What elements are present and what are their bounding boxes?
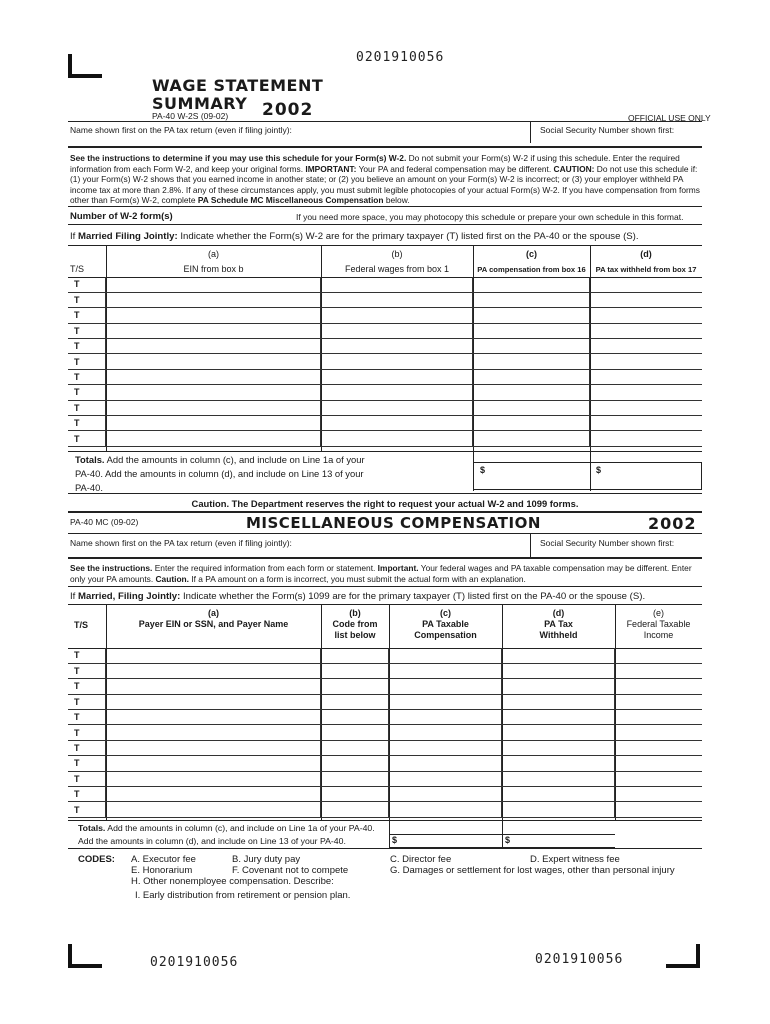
w2-col-b-header: Federal wages from box 1: [344, 264, 450, 274]
mc-entry-cell[interactable]: [615, 802, 702, 817]
mc-row: [68, 694, 702, 709]
w2-entry-cell[interactable]: [320, 308, 472, 323]
w2-entry-cell[interactable]: [105, 431, 320, 446]
w2-entry-cell[interactable]: [320, 292, 472, 307]
mc-row: [68, 648, 702, 663]
mc-row: [68, 725, 702, 740]
w2-totals-instruction: Totals. Add the amounts in column (c), and include on Line 1a of your PA-40. Add the amounts in column (d), and include on Line 13 of your PA-40.: [75, 454, 365, 493]
mc-entry-cell[interactable]: [105, 787, 320, 802]
w2-row: [68, 354, 702, 369]
mc-row: [68, 802, 702, 817]
w2-entry-cell[interactable]: [473, 308, 590, 323]
code-f: F. Covenant not to compete: [232, 865, 349, 876]
w2-entry-cell[interactable]: [590, 339, 702, 354]
w2-entry-cell[interactable]: [320, 400, 472, 415]
code-d: D. Expert witness fee: [530, 854, 620, 865]
w2-entry-cell[interactable]: [590, 277, 702, 292]
w2-entry-cell[interactable]: [105, 400, 320, 415]
w2-taxpayer-marker[interactable]: T: [68, 431, 105, 446]
w2-total-pa-compensation-field[interactable]: [473, 462, 590, 490]
mc-entry-cell[interactable]: [502, 771, 615, 786]
mc-instructions: See the instructions. Enter the required information from each form or statement. Important. Your federal wages and PA taxable compensation may be different. Enter only your PA amounts. Caution. If a PA amount on a form is incorrect, you must submit the actual form with an explanation.: [70, 563, 692, 584]
w2-taxpayer-marker[interactable]: T: [68, 339, 105, 354]
w2-entry-cell[interactable]: [473, 385, 590, 400]
w2-entry-cell[interactable]: [473, 292, 590, 307]
mc-entry-cell[interactable]: [105, 802, 320, 817]
w2s-name-label: Name shown first on the PA tax return (even if filing jointly):: [70, 125, 292, 135]
w2-entry-cell[interactable]: [590, 323, 702, 338]
code-b: B. Jury duty pay: [232, 854, 301, 865]
mc-col-c-header: (c) PA Taxable Compensation: [414, 608, 477, 640]
w2-entry-cell[interactable]: [320, 323, 472, 338]
w2-entry-cell[interactable]: [590, 400, 702, 415]
w2s-ssn-field[interactable]: [540, 134, 700, 146]
w2-entry-cell[interactable]: [105, 323, 320, 338]
mc-entry-cell[interactable]: [502, 802, 615, 817]
mc-entry-table: [68, 648, 702, 818]
mc-total-pa-taxable-field[interactable]: [389, 834, 502, 848]
mc-taxpayer-marker[interactable]: T: [68, 802, 105, 817]
w2-row: [68, 385, 702, 400]
w2-total-pa-tax-withheld-field[interactable]: [590, 462, 702, 490]
mc-entry-cell[interactable]: [502, 740, 615, 755]
mc-taxpayer-marker[interactable]: T: [68, 756, 105, 771]
form-barcode-bottom-left: 0201910056: [150, 955, 239, 970]
mc-row: [68, 787, 702, 802]
mc-entry-cell[interactable]: [105, 740, 320, 755]
w2-entry-cell[interactable]: [105, 385, 320, 400]
w2-entry-cell[interactable]: [473, 416, 590, 431]
w2-entry-cell[interactable]: [105, 416, 320, 431]
mc-entry-cell[interactable]: [502, 679, 615, 694]
w2-entry-cell[interactable]: [105, 308, 320, 323]
w2-entry-cell[interactable]: [473, 400, 590, 415]
w2-count-field[interactable]: [184, 208, 284, 222]
mc-entry-cell[interactable]: [502, 725, 615, 740]
w2s-mfj-instruction: If Married Filing Jointly: Indicate whether the Form(s) W-2 are for the primary taxpayer (T) listed first on the PA-40 or the spouse (S).: [70, 231, 639, 242]
code-i: I. Early distribution from retirement or pension plan.: [135, 890, 351, 901]
w2-row: [68, 400, 702, 415]
mc-entry-cell[interactable]: [320, 787, 388, 802]
mc-form-id: PA-40 MC (09-02): [70, 517, 139, 527]
w2-entry-cell[interactable]: [590, 416, 702, 431]
mc-entry-cell[interactable]: [320, 802, 388, 817]
mc-taxpayer-marker[interactable]: T: [68, 787, 105, 802]
mc-entry-cell[interactable]: [388, 648, 501, 663]
mc-entry-cell[interactable]: [320, 756, 388, 771]
w2-row: [68, 339, 702, 354]
mc-entry-cell[interactable]: [320, 648, 388, 663]
mc-entry-cell[interactable]: [320, 663, 388, 678]
code-e: E. Honorarium: [131, 865, 193, 876]
mc-col-e-header: (e) Federal Taxable Income: [626, 608, 691, 640]
code-a: A. Executor fee: [131, 854, 196, 865]
w2-col-ts-header: T/S: [70, 264, 85, 274]
w2-entry-cell[interactable]: [320, 385, 472, 400]
mc-taxpayer-marker[interactable]: T: [68, 648, 105, 663]
mc-name-field[interactable]: [72, 546, 522, 557]
w2-row: [68, 431, 702, 446]
code-g: G. Damages or settlement for lost wages, other than personal injury: [390, 865, 675, 876]
mc-entry-cell[interactable]: [502, 694, 615, 709]
mc-entry-cell[interactable]: [388, 802, 501, 817]
mc-entry-cell[interactable]: [615, 725, 702, 740]
w2-entry-cell[interactable]: [320, 431, 472, 446]
photocopy-note: If you need more space, you may photocopy this schedule or prepare your own schedule in this format.: [296, 212, 684, 222]
mc-tax-year: 2002: [648, 514, 697, 533]
w2-row: [68, 369, 702, 384]
w2s-tax-year: 2002: [262, 100, 314, 120]
w2-entry-cell[interactable]: [105, 277, 320, 292]
mc-entry-cell[interactable]: [388, 679, 501, 694]
mc-entry-cell[interactable]: [388, 725, 501, 740]
w2s-ssn-label: Social Security Number shown first:: [540, 125, 675, 135]
mc-entry-cell[interactable]: [105, 679, 320, 694]
mc-row: [68, 663, 702, 678]
codes-label: CODES:: [78, 854, 115, 865]
w2-col-a-header: EIN from box b: [183, 264, 244, 274]
w2-entry-table: [68, 277, 702, 447]
w2-taxpayer-marker[interactable]: T: [68, 308, 105, 323]
mc-row: [68, 771, 702, 786]
w2-taxpayer-marker[interactable]: T: [68, 400, 105, 415]
w2-entry-cell[interactable]: [473, 323, 590, 338]
mc-entry-cell[interactable]: [502, 663, 615, 678]
w2s-name-field[interactable]: [72, 134, 522, 146]
mc-entry-cell[interactable]: [388, 710, 501, 725]
mc-row: [68, 710, 702, 725]
w2-entry-cell[interactable]: [320, 416, 472, 431]
mc-ssn-label: Social Security Number shown first:: [540, 538, 675, 548]
w2s-form-id: PA-40 W-2S (09-02): [152, 111, 229, 121]
w2-col-c-header: PA compensation from box 16: [477, 265, 586, 274]
mc-taxpayer-marker[interactable]: T: [68, 679, 105, 694]
mc-entry-cell[interactable]: [105, 710, 320, 725]
mc-entry-cell[interactable]: [105, 756, 320, 771]
mc-entry-cell[interactable]: [388, 740, 501, 755]
mc-entry-cell[interactable]: [502, 787, 615, 802]
mc-taxpayer-marker[interactable]: T: [68, 725, 105, 740]
mc-entry-cell[interactable]: [615, 694, 702, 709]
w2-entry-cell[interactable]: [105, 292, 320, 307]
registration-mark-bottom-right: [666, 944, 700, 968]
mc-row: [68, 740, 702, 755]
w2-entry-cell[interactable]: [590, 354, 702, 369]
mc-entry-cell[interactable]: [320, 694, 388, 709]
w2-entry-cell[interactable]: [473, 431, 590, 446]
mc-name-label: Name shown first on the PA tax return (even if filing jointly):: [70, 538, 292, 548]
mc-entry-cell[interactable]: [388, 756, 501, 771]
w2-taxpayer-marker[interactable]: T: [68, 385, 105, 400]
registration-mark-bottom-left: [68, 944, 102, 968]
mc-entry-cell[interactable]: [615, 787, 702, 802]
mc-taxpayer-marker[interactable]: T: [68, 740, 105, 755]
mc-entry-cell[interactable]: [615, 740, 702, 755]
w2-row: [68, 308, 702, 323]
w2-entry-cell[interactable]: [590, 385, 702, 400]
w2-col-d-letter: (d): [640, 249, 652, 259]
mc-entry-cell[interactable]: [502, 710, 615, 725]
mc-entry-cell[interactable]: [615, 710, 702, 725]
form-barcode-top: 0201910056: [356, 50, 445, 65]
mc-entry-cell[interactable]: [388, 787, 501, 802]
code-c: C. Director fee: [390, 854, 452, 865]
mc-entry-cell[interactable]: [615, 663, 702, 678]
official-use-label: OFFICIAL USE ONLY: [628, 113, 711, 123]
mc-row: [68, 756, 702, 771]
w2-col-b-letter: (b): [391, 249, 403, 259]
mc-entry-cell[interactable]: [320, 725, 388, 740]
w2-col-c-letter: (c): [526, 249, 537, 259]
mc-entry-cell[interactable]: [320, 740, 388, 755]
w2-total-d-dollar: $: [596, 465, 602, 475]
w2-entry-cell[interactable]: [320, 369, 472, 384]
w2-taxpayer-marker[interactable]: T: [68, 292, 105, 307]
mc-entry-cell[interactable]: [615, 771, 702, 786]
w2s-title-line2: SUMMARY: [152, 94, 248, 113]
mc-totals-line1: Totals. Add the amounts in column (c), and include on Line 1a of your PA-40.: [78, 823, 375, 833]
w2-entry-cell[interactable]: [590, 308, 702, 323]
w2-taxpayer-marker[interactable]: T: [68, 354, 105, 369]
mc-entry-cell[interactable]: [502, 648, 615, 663]
mc-entry-cell[interactable]: [105, 694, 320, 709]
w2s-instructions: See the instructions to determine if you may use this schedule for your Form(s) W-2. Do not submit your Form(s) W-2 if using this schedule. Enter the required information from each Form W-2, and keep your original forms. IMPORTANT: Your PA and federal compensation may be different. CAUTION: Do not use this schedule if: (1) your Form(s) W-2 shows that you earned income in another state; or (2) you believe an amount on your Form(s) W-2 is incorrect; or (3) your employer withheld PA income tax at more than 2.8%. If any of these circumstances apply, you must submit legible photocopies of your actual Form(s) W-2. If you have compensation from forms other than Form(s) W-2, complete PA Schedule MC Miscellaneous Compensation below.: [70, 153, 700, 206]
mc-entry-cell[interactable]: [388, 771, 501, 786]
mc-taxpayer-marker[interactable]: T: [68, 710, 105, 725]
w2-entry-cell[interactable]: [473, 339, 590, 354]
mc-entry-cell[interactable]: [615, 648, 702, 663]
w2-row: [68, 416, 702, 431]
w2-row: [68, 277, 702, 292]
mc-total-c-dollar: $: [392, 835, 398, 845]
w2-entry-cell[interactable]: [473, 277, 590, 292]
mc-taxpayer-marker[interactable]: T: [68, 694, 105, 709]
mc-entry-cell[interactable]: [615, 679, 702, 694]
w2-entry-cell[interactable]: [590, 292, 702, 307]
mc-entry-cell[interactable]: [388, 663, 501, 678]
caution-notice: Caution. The Department reserves the right to request your actual W-2 and 1099 forms.: [191, 498, 579, 509]
mc-title: MISCELLANEOUS COMPENSATION: [246, 514, 541, 532]
mc-total-d-dollar: $: [505, 835, 511, 845]
w2-entry-cell[interactable]: [320, 354, 472, 369]
mc-col-ts-header: T/S: [74, 620, 89, 630]
mc-entry-cell[interactable]: [388, 694, 501, 709]
form-barcode-bottom-right: 0201910056: [535, 952, 624, 967]
mc-entry-cell[interactable]: [105, 725, 320, 740]
mc-taxpayer-marker[interactable]: T: [68, 663, 105, 678]
mc-col-a-header: (a) Payer EIN or SSN, and Payer Name: [138, 608, 289, 629]
mc-entry-cell[interactable]: [105, 771, 320, 786]
w2-entry-cell[interactable]: [473, 354, 590, 369]
w2-entry-cell[interactable]: [105, 339, 320, 354]
mc-entry-cell[interactable]: [105, 663, 320, 678]
mc-entry-cell[interactable]: [105, 648, 320, 663]
w2-total-c-dollar: $: [480, 465, 486, 475]
w2-entry-cell[interactable]: [105, 369, 320, 384]
mc-ssn-field[interactable]: [540, 546, 700, 557]
registration-mark-top-left: [68, 54, 102, 78]
mc-taxpayer-marker[interactable]: T: [68, 771, 105, 786]
mc-entry-cell[interactable]: [320, 679, 388, 694]
mc-entry-cell[interactable]: [615, 756, 702, 771]
mc-mfj-instruction: If Married, Filing Jointly: Indicate whether the Form(s) 1099 are for the primary taxpayer (T) listed first on the PA-40 or the spouse (S).: [70, 591, 646, 602]
w2-entry-cell[interactable]: [590, 369, 702, 384]
w2-col-d-header: PA tax withheld from box 17: [595, 265, 697, 274]
w2-taxpayer-marker[interactable]: T: [68, 277, 105, 292]
w2-entry-cell[interactable]: [105, 354, 320, 369]
mc-col-d-header: (d) PA Tax Withheld: [539, 608, 578, 640]
mc-totals-line2: Add the amounts in column (d), and include on Line 13 of your PA-40.: [78, 836, 346, 846]
w2-entry-cell[interactable]: [590, 431, 702, 446]
mc-entry-cell[interactable]: [502, 756, 615, 771]
w2s-title-line1: WAGE STATEMENT: [152, 76, 324, 95]
mc-row: [68, 679, 702, 694]
w2-count-label: Number of W-2 form(s): [70, 211, 173, 222]
w2-col-a-letter: (a): [208, 249, 219, 259]
w2-row: [68, 323, 702, 338]
w2-taxpayer-marker[interactable]: T: [68, 416, 105, 431]
mc-entry-cell[interactable]: [320, 771, 388, 786]
code-h: H. Other nonemployee compensation. Describe:: [131, 876, 334, 887]
w2-entry-cell[interactable]: [320, 339, 472, 354]
mc-entry-cell[interactable]: [320, 710, 388, 725]
w2-entry-cell[interactable]: [473, 369, 590, 384]
w2-row: [68, 292, 702, 307]
w2-entry-cell[interactable]: [320, 277, 472, 292]
w2-taxpayer-marker[interactable]: T: [68, 323, 105, 338]
mc-total-pa-tax-field[interactable]: [502, 834, 615, 848]
mc-col-b-header: (b) Code from list below: [332, 608, 378, 640]
w2-taxpayer-marker[interactable]: T: [68, 369, 105, 384]
